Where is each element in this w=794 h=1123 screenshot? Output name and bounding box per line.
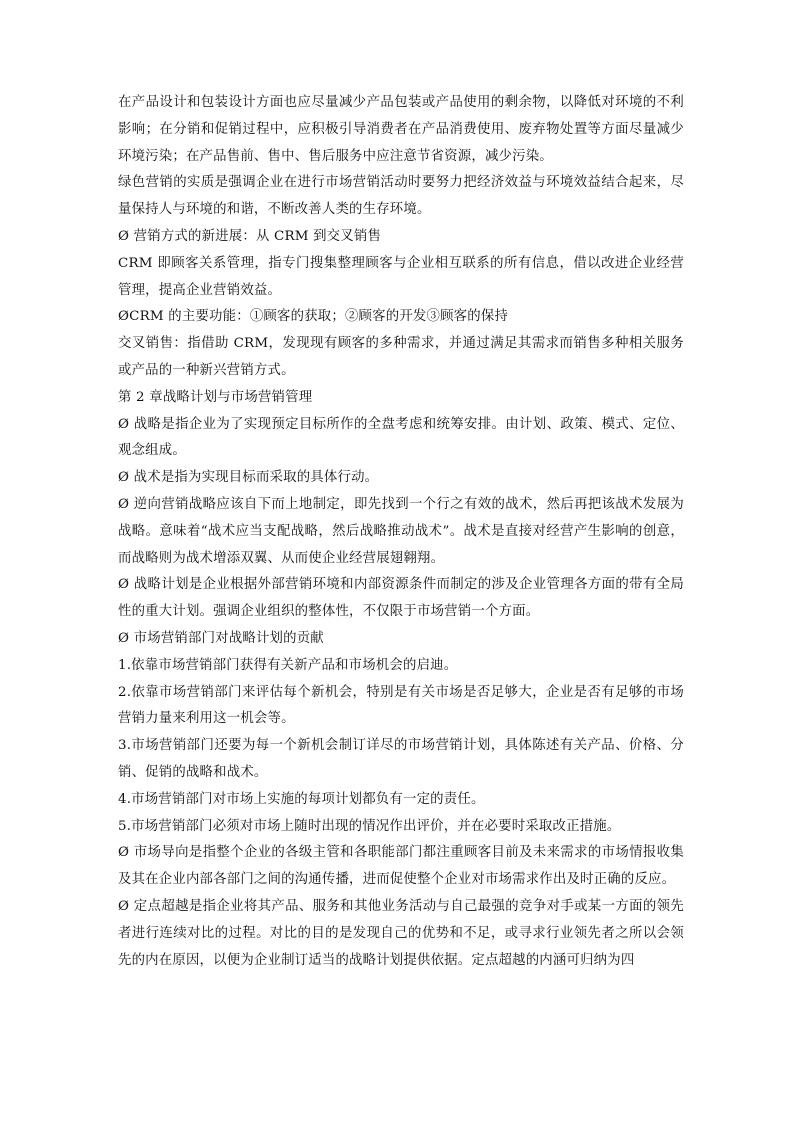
chapter-heading: 第 2 章战略计划与市场营销管理 [118,389,313,405]
list-item-3: 3.市场营销部门还要为每一个新机会制订详尽的市场营销计划，具体陈述有关产品、价格、分销、促销的战略和战术。 [118,738,684,780]
paragraph-strategy: Ø 战略是指企业为了实现预定目标所作的全盘考虑和统筹安排。由计划、政策、模式、定位、观念组成。 [118,416,684,459]
paragraph-crm-heading: Ø 营销方式的新进展：从 CRM 到交叉销售 [118,228,382,244]
paragraph-green-design: 在产品设计和包装设计方面也应尽量减少产品包装或产品使用的剩余物，以降低对环境的不利影响；在分销和促销过程中，应积极引导消费者在产品消费使用、废弃物处置等方面尽量减少环境污染；在产品售前、售中、售后服务中应注意节省资源，减少污染。 [118,95,684,164]
paragraph-market-orientation: Ø 市场导向是指整个企业的各级主管和各职能部门都注重顾客目前及未来需求的市场情报收集及其在企业内部各部门之间的沟通传播，进而促使整个企业对市场需求作出及时正确的反应。 [118,845,684,888]
paragraph-strategic-plan: Ø 战略计划是企业根据外部营销环境和内部资源条件而制定的涉及企业管理各方面的带有全局性的重大计划。强调企业组织的整体性，不仅限于市场营销一个方面。 [118,577,684,620]
paragraph-crm-functions: ØCRM 的主要功能：①顾客的获取；②顾客的开发③顾客的保持 [118,309,509,325]
paragraph-tactics: Ø 战术是指为实现目标而采取的具体行动。 [118,470,379,486]
paragraph-contribution-heading: Ø 市场营销部门对战略计划的贡献 [118,630,324,646]
list-item-2: 2.依靠市场营销部门来评估每个新机会，特别是有关市场是否足够大，企业是否有足够的市场营销力量来利用这一机会等。 [118,684,684,727]
paragraph-cross-selling: 交叉销售：指借助 CRM，发现现有顾客的多种需求，并通过满足其需求而销售多种相关服务或产品的一种新兴营销方式。 [118,336,684,378]
paragraph-benchmarking: Ø 定点超越是指企业将其产品、服务和其他业务活动与自己最强的竞争对手或某一方面的领先者进行连续对比的过程。对比的目的是发现自己的优势和不足，或寻求行业领先者之所以会领先的内在原因，以便为企业制订适当的战略计划提供依据。定点超越的内涵可归纳为四 [118,898,684,968]
paragraph-reverse-marketing: Ø 逆向营销战略应该自下而上地制定，即先找到一个行之有效的战术，然后再把该战术发展为战略。意味着“战术应当支配战略，然后战略推动战术”。战术是直接对经营产生影响的创意，而战略则为战术增添双翼、从而使企业经营展翅翱翔。 [118,496,684,566]
paragraph-crm-definition: CRM 即顾客关系管理，指专门搜集整理顾客与企业相互联系的所有信息，借以改进企业经营管理，提高企业营销效益。 [118,255,684,298]
paragraph-green-marketing-essence: 绿色营销的实质是强调企业在进行市场营销活动时要努力把经济效益与环境效益结合起来，尽量保持人与环境的和谐，不断改善人类的生存环境。 [118,175,684,218]
list-item-4: 4.市场营销部门对市场上实施的每项计划都负有一定的责任。 [118,791,485,807]
list-item-1: 1.依靠市场营销部门获得有关新产品和市场机会的启迪。 [118,657,458,673]
document-page [118,90,684,974]
list-item-5: 5.市场营销部门必须对市场上随时出现的情况作出评价，并在必要时采取改正措施。 [118,818,621,834]
